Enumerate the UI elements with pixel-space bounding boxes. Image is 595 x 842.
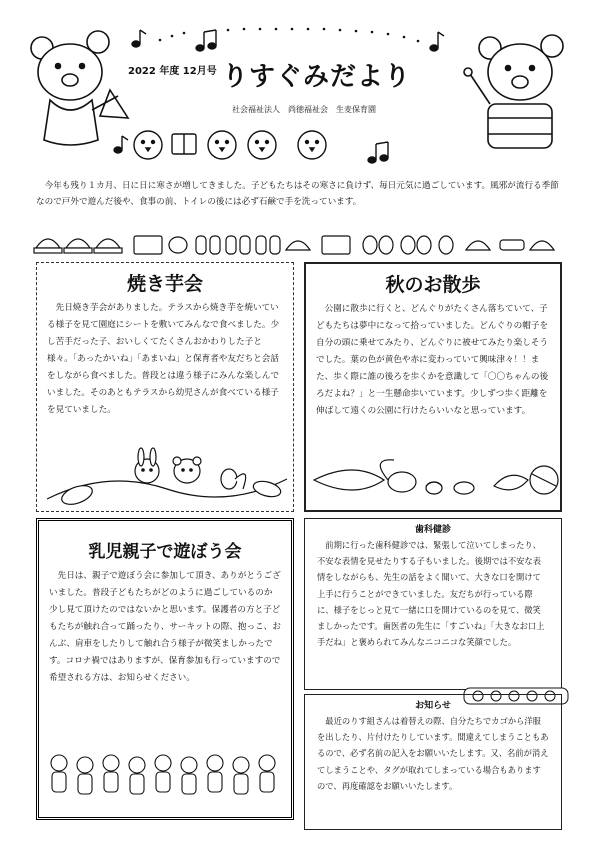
organization-name: 社会福祉法人 尚徳福祉会 生麦保育園 — [232, 105, 376, 114]
mitten-icon — [363, 236, 377, 254]
section-dental-checkup — [304, 518, 562, 690]
section-notice — [304, 694, 562, 830]
knit-hat-icon — [286, 241, 310, 250]
section-body: 前期に行った歯科健診では、緊張して泣いてしまったり、不安な表情を見せたりする子もいました。後期では不安な表情をしながらも、先生の話をよく聞いて、大きな口を開けて上手に行うことができていました。友だちが行っている際に、様子をじっと見て一緒に口を開けているのを見て、微笑ましかったです。歯医者の先生に「すごいね」「大きなお口上手だね」と褒められてみんなニコニコな笑顔でした。 — [317, 540, 545, 648]
knit-hat-icon — [66, 239, 90, 248]
children-row-illustration — [47, 743, 287, 813]
glove-icon — [226, 236, 236, 254]
section-sweet-potato — [36, 262, 294, 512]
section-body: 最近のりす組さんは着替えの際、自分たちでカゴから洋服を出したり、片付けたりしています。間違えてしまうこともあるので、必ず名前の記入をお願いいたします。又、名前が消えてしまうことや、タグが取れてしまっている場合もありますので、再度確認をお願いいたします。 — [317, 716, 549, 791]
sweater-icon — [134, 236, 162, 254]
newsletter-title: りすぐみだより — [222, 62, 412, 92]
section-body: 先日は、親子で遊ぼう会に参加して頂き、ありがとうございました。普段子どもたちがどのように過ごしているのか少し見て頂けたのではないかと思います。保護者の方と子どもたちが触れ合って踊ったり、サーキットの際、抱っこ、おんぶ、肩車をしたりして触れ合う様子が微笑ましかったです。コロナ禍ではありますが、保育参加も行っていますので希望される方は、お知らせください。 — [49, 571, 281, 683]
glove-icon — [196, 236, 206, 254]
section-body: 公園に散歩に行くと、どんぐりがたくさん落ちていて、子どもたちは夢中になって拾っていました。どんぐりの帽子を自分の頭に乗せてみたり、どんぐりに被せてみたり楽しそうでした。葉の色が黄色や赤に変わっていて興味津々！！また、歩く際に誰の後ろを歩くかを意識して「〇〇ちゃんの後ろだよね？」と一生懸命歩いています。少しずつ歩く距離を伸ばして遠くの公園に行けたらいいなと思っています。 — [316, 304, 549, 416]
scarf-icon — [500, 240, 524, 250]
knit-hat-icon — [466, 241, 490, 250]
section-title: 乳児親子で遊ぼう会 — [88, 542, 242, 562]
section-title: 焼き芋会 — [126, 273, 203, 295]
section-autumn-walk — [304, 262, 562, 512]
sweater-icon — [322, 236, 350, 254]
section-parent-child — [36, 518, 294, 820]
section-title: 秋のお散歩 — [385, 274, 481, 296]
knit-hat-icon — [530, 241, 554, 250]
section-title: お知らせ — [415, 701, 451, 711]
yarn-ball-icon — [169, 237, 187, 253]
bear-left-icon — [31, 31, 128, 145]
section-body: 先日焼き芋会がありました。テラスから焼き芋を焼いている様子を見て園庭にシートを敷いてみんなで食べました。少し苦手だった子、おいしくてたくさんおかわりした子と様々。「あったかいね」「あまいね」と保育者や友だちと会話をしながら食べました。普段とは違う様子にみんな楽しんでいました。そのあともテラスから幼児さんが食べている様子を見ていました。 — [47, 303, 280, 415]
animals-on-vine-illustration — [47, 439, 287, 509]
chicks-icon — [134, 131, 326, 159]
intro-text: 今年も残り１カ月、日に日に寒さが増してきました。子どもたちはその寒さに負けず、毎日元気に過ごしています。風邪が流行る季節なので戸外で遊んだ後や、食事の前、トイレの後には必ず石鹸で手を洗っています。 — [36, 181, 559, 207]
dotted-arc — [159, 28, 420, 43]
section-title: 歯科健診 — [414, 525, 451, 535]
bear-right-icon — [464, 35, 563, 148]
music-notes-icon — [114, 30, 444, 163]
winter-clothes-border — [0, 228, 595, 258]
squirrel-leaves-illustration — [314, 450, 554, 510]
knit-hat-icon — [36, 239, 60, 248]
glove-icon — [256, 236, 266, 254]
knit-hat-icon — [96, 239, 120, 248]
issue-date: 2022 年度 12月号 — [128, 66, 217, 77]
